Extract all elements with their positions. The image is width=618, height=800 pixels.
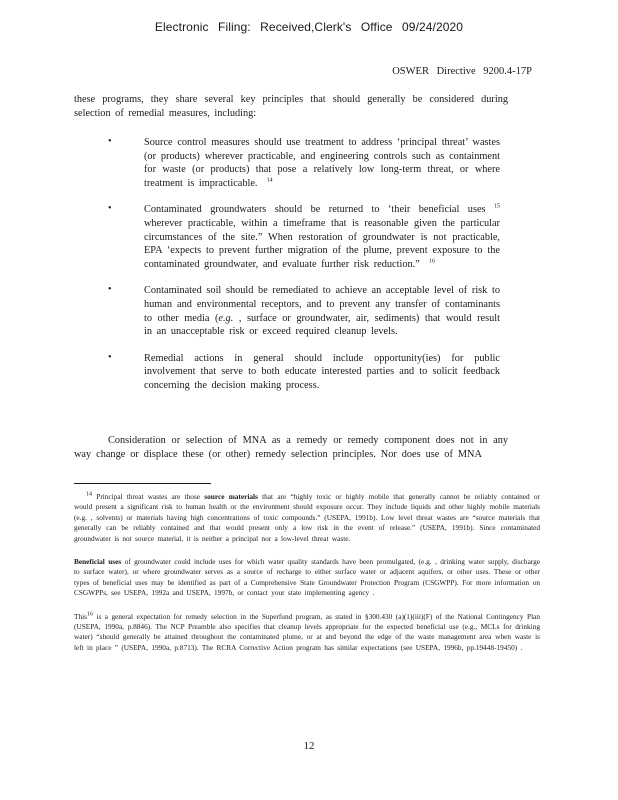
- bullet-marker: •: [108, 351, 112, 363]
- footnote-text: that are “highly toxic or highly mobile that generally cannot be reliably contained or would present a significant risk to human health or the environment should exposure occur. They include liquids and other highly mobile materials (e.g. , solvents) or materials having high concentrations of toxic compounds.” (USEPA, 1991b). Low level threat wastes are “source materials that generally can be reliably contained and that would present only a low risk in the event of release.” (USEPA, 1991b). Since contaminated groundwater is not source material, it is neither a principal nor a low-level threat waste.: [74, 492, 541, 543]
- footnotes: [74, 492, 540, 666]
- footnote-text: is a general expectation for remedy selection in the Superfund program, as stated in §300.430 (a)(1)(iii)(F) of the National Contingency Plan (USEPA, 1990a, p.8846). The NCP Preamble also specifies that cleanup levels appropriate for the expected beneficial use (e.g., MCLs for drinking water) “should generally be attained throughout the contaminated plume, or at and beyond the edge of the waste management area when waste is left in place ” (USEPA, 1990a, p.8713). The RCRA Corrective Action program has similar expectations (see USEPA, 1996b, pp.19448-19450) .: [74, 611, 540, 652]
- footnote-reference: 15: [493, 203, 500, 210]
- footnote-term: Beneficial uses: [74, 557, 122, 567]
- filing-stamp: Electronic Filing: Received,Clerk's Office 09/24/2020: [154, 20, 464, 34]
- list-item: [108, 203, 500, 271]
- bullet-marker: •: [108, 136, 112, 147]
- bullet-text: Remedial actions in general should include opportunity(ies) for public involvement that serve to both educate interested parties and to solicit feedback concerning the decision making process.: [144, 352, 500, 391]
- footnote-number: 14: [86, 491, 92, 498]
- footnote-reference: 14: [266, 177, 273, 184]
- footnote-prefix: Principal threat wastes are those: [96, 492, 205, 501]
- closing-paragraph: Consideration or selection of MNA as a remedy or remedy component does not in any way change or displace these (or other) remedy selection principles. Nor does use of MNA: [74, 435, 508, 460]
- footnote-prefix: This: [74, 611, 87, 621]
- footnote: [74, 557, 540, 599]
- bullet-text-body: , surface or groundwater, air, sediments) that would result in an unacceptable risk or exceed required cleanup levels.: [144, 312, 500, 338]
- bullet-text: [144, 203, 500, 271]
- directive-number: OSWER Directive 9200.4-17P: [392, 66, 532, 77]
- footnote: [74, 612, 540, 654]
- bullet-text-body: wherever practicable, within a timeframe that is reasonable given the particular circumstances of the site.” When restoration of groundwater is not practicable, EPA ‘expects to prevent further migration of the plume, prevent exposure to the contaminated groundwater, and evaluate further risk reduction.”: [144, 217, 500, 270]
- list-item: [108, 284, 500, 338]
- page-number: 12: [303, 740, 315, 752]
- bullet-marker: •: [108, 284, 112, 296]
- italic-abbreviation: e.g.: [218, 312, 234, 324]
- footnote-text: of groundwater could include uses for which water quality standards have been promulgated, (e.g. , drinking water supply, discharge to surface water), or where groundwater serves as a source of recharge to either surface water or adjacent aquifers, or other uses. These or other types of beneficial uses may be identified as part of a Comprehensive State Groundwater Protection Program (CSGWPP). For more information on CSGWPPs, see USEPA, 1992a and USEPA, 1997b, or contact your state implementing agency .: [74, 557, 540, 598]
- bullet-text: [144, 136, 500, 190]
- list-item: [108, 136, 500, 190]
- list-item: [108, 352, 500, 393]
- footnote-reference: 16: [428, 258, 435, 265]
- bullet-text-body: Contaminated groundwaters should be returned to ‘their beneficial uses: [144, 204, 486, 216]
- bullet-text-body: Source control measures should use treatment to address ‘principal threat’ wastes (or products) wherever practicable, and engineering controls such as containment for waste (or products) that pose a relatively low long-term threat, or where treatment is impracticable.: [144, 137, 500, 189]
- footnote: [74, 492, 540, 544]
- bullet-text: [144, 284, 500, 338]
- intro-paragraph: these programs, they share several key principles that should generally be considered during selection of remedial measures, including:: [74, 94, 508, 119]
- bullet-text-body: Contaminated soil should be remediated to achieve an acceptable level of risk to human and environmental receptors, and to prevent any transfer of contaminants to other media (: [144, 285, 500, 324]
- bullet-marker: •: [108, 203, 112, 215]
- footnote-term: source materials: [204, 492, 258, 501]
- footnote-divider: [74, 483, 211, 484]
- principles-list: [108, 136, 500, 406]
- footnote-number: 16: [86, 611, 93, 618]
